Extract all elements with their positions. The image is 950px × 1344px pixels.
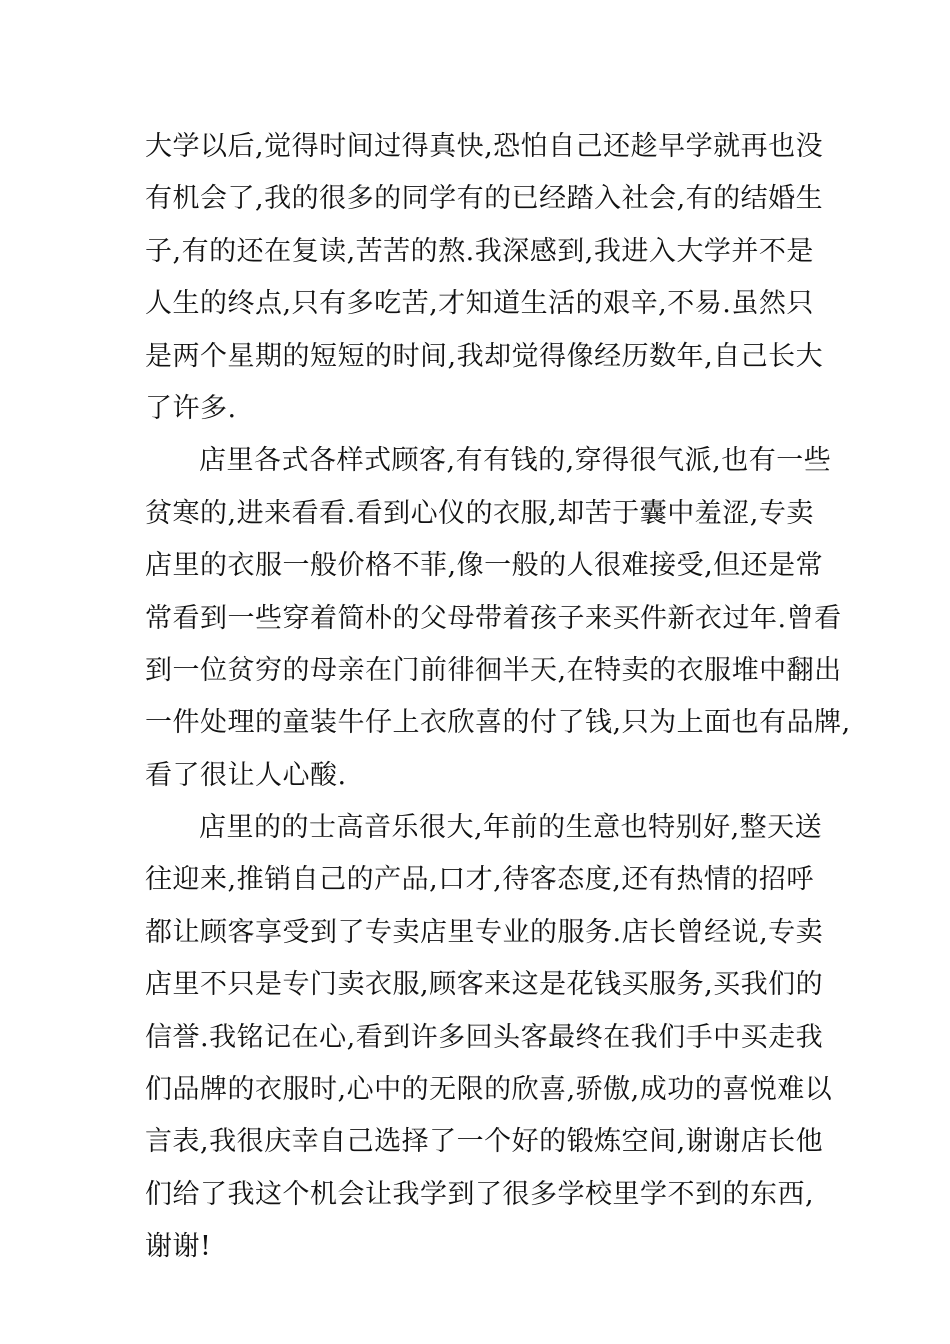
text-line: 贫寒的,进来看看.看到心仪的衣服,却苦于囊中羞涩,专卖 [145,497,814,529]
text-line: 大学以后,觉得时间过得真快,恐怕自己还趁早学就再也没 [145,131,824,162]
text-line: 是两个星期的短短的时间,我却觉得像经历数年,自己长大 [145,340,824,372]
text-line: 谢谢! [145,1231,212,1263]
text-line: 信誉.我铭记在心,看到许多回头客最终在我们手中买走我 [145,1021,824,1053]
text-line: 了许多. [145,392,237,424]
text-line: 店里的的士高音乐很大,年前的生意也特别好,整天送 [199,812,823,844]
text-line: 言表,我很庆幸自己选择了一个好的锻炼空间,谢谢店长他 [145,1126,824,1158]
paragraph-2 [145,435,851,802]
text-line: 店里不只是专门卖衣服,顾客来这是花钱买服务,买我们的 [145,969,824,1001]
text-line: 子,有的还在复读,苦苦的熬.我深感到,我进入大学并不是 [145,235,814,267]
text-line: 店里各式各样式顾客,有有钱的,穿得很气派,也有一些 [199,445,832,477]
text-line: 都让顾客享受到了专卖店里专业的服务.店长曾经说,专卖 [145,916,824,948]
document-body [145,121,851,1274]
text-line: 有机会了,我的很多的同学有的已经踏入社会,有的结婚生 [145,183,824,215]
paragraph-1 [145,121,825,435]
text-line: 们品牌的衣服时,心中的无限的欣喜,骄傲,成功的喜悦难以 [145,1074,833,1106]
text-line: 往迎来,推销自己的产品,口才,待客态度,还有热情的招呼 [145,864,814,896]
text-line: 人生的终点,只有多吃苦,才知道生活的艰辛,不易.虽然只 [145,288,814,320]
text-line: 一件处理的童装牛仔上衣欣喜的付了钱,只为上面也有品牌, [145,707,851,739]
text-line: 常看到一些穿着简朴的父母带着孩子来买件新衣过年.曾看 [145,602,842,634]
text-line: 们给了我这个机会让我学到了很多学校里学不到的东西, [145,1178,815,1210]
text-line: 看了很让人心酸. [145,759,347,791]
text-line: 店里的衣服一般价格不菲,像一般的人很难接受,但还是常 [145,550,824,582]
text-line: 到一位贫穷的母亲在门前徘徊半天,在特卖的衣服堆中翻出 [145,654,842,686]
paragraph-3 [145,802,833,1274]
